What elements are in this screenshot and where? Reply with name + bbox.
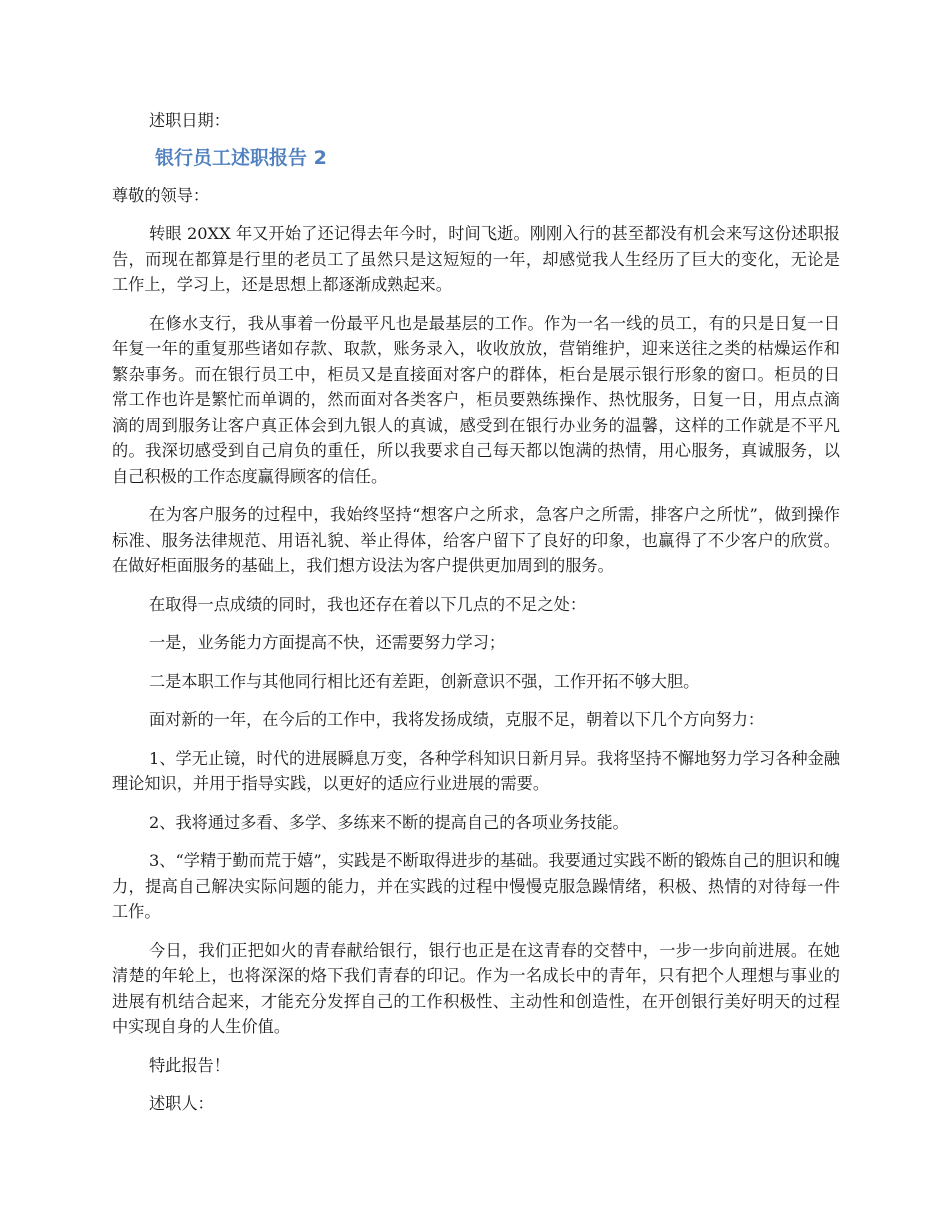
paragraph-direction-2: 2、我将通过多看、多学、多练来不断的提高自己的各项业务技能。 — [149, 812, 629, 832]
paragraph-shortcoming-1: 一是，业务能力方面提高不快，还需要努力学习； — [149, 633, 506, 652]
paragraph-shortcomings-intro: 在取得一点成绩的同时，我也还存在着以下几点的不足之处： — [149, 594, 587, 614]
paragraph-directions-intro: 面对新的一年，在今后的工作中，我将发扬成绩，克服不足，朝着以下几个方向努力： — [149, 710, 765, 729]
paragraph-work-description: 在修水支行，我从事着一份最平凡也是最基层的工作。作为一名一线的员工，有的只是日复一日年复一年的重复那些诸如存款、取款，账务录入，收收放放，营销维护，迎来送往之类的枯燥运作和繁杂事务。而在银行员工中，柜员又是直接面对客户的群体，柜台是展示银行形象的窗口。柜员的日常工作也许是繁忙而单调的，然而面对各类客户，柜员要熟练操作、热忱服务，日复一日，用点点滴滴的周到服务让客户真正体会到九银人的真诚，感受到在银行办业务的温馨，这样的工作就是不平凡的。我深切感受到自己肩负的重任，所以我要求自己每天都以饱满的热情，用心服务，真诚服务，以自己积极的工作态度赢得顾客的信任。 — [112, 313, 840, 486]
paragraph-conclusion: 今日，我们正把如火的青春献给银行，银行也正是在这青春的交替中，一步一步向前进展。在她清楚的年轮上，也将深深的烙下我们青春的印记。作为一名成长中的青年，只有把个人理想与事业的进展有机结合起来，才能充分发挥自己的工作积极性、主动性和创造性，在开创银行美好明天的过程中实现自身的人生价值。 — [112, 940, 840, 1036]
paragraph-intro: 转眼 20XX 年又开始了还记得去年今时，时间飞逝。刚刚入行的甚至都没有机会来写这份述职报告，而现在都算是行里的老员工了虽然只是这短短的一年，却感觉我人生经历了巨大的变化，无论是工作上，学习上，还是思想上都逐渐成熟起来。 — [112, 224, 840, 294]
document-title: 银行员工述职报告 2 — [155, 146, 327, 169]
closing-remark: 特此报告！ — [149, 1055, 230, 1075]
paragraph-customer-service: 在为客户服务的过程中，我始终坚持“想客户之所求，急客户之所需，排客户之所忧”，做到操作标准、服务法律规范、用语礼貌、举止得体，给客户留下了良好的印象，也赢得了不少客户的欣赏。在做好柜面服务的基础上，我们想方设法为客户提供更加周到的服务。 — [112, 505, 840, 575]
reporter-signature-line: 述职人： — [149, 1094, 214, 1113]
salutation: 尊敬的领导： — [112, 185, 210, 205]
paragraph-direction-3: 3、“学精于勤而荒于嬉”，实践是不断取得进步的基础。我要通过实践不断的锻炼自己的胆识和魄力，提高自己解决实际问题的能力，并在实践的过程中慢慢克服急躁情绪，积极、热情的对待每一件工作。 — [112, 851, 840, 921]
paragraph-direction-1: 1、学无止镜，时代的进展瞬息万变，各种学科知识日新月异。我将坚持不懈地努力学习各种金融理论知识，并用于指导实践，以更好的适应行业进展的需要。 — [112, 748, 840, 793]
report-date-line: 述职日期： — [149, 111, 230, 130]
paragraph-shortcoming-2: 二是本职工作与其他同行相比还有差距，创新意识不强，工作开拓不够大胆。 — [149, 671, 700, 691]
document-page — [112, 108, 840, 1117]
